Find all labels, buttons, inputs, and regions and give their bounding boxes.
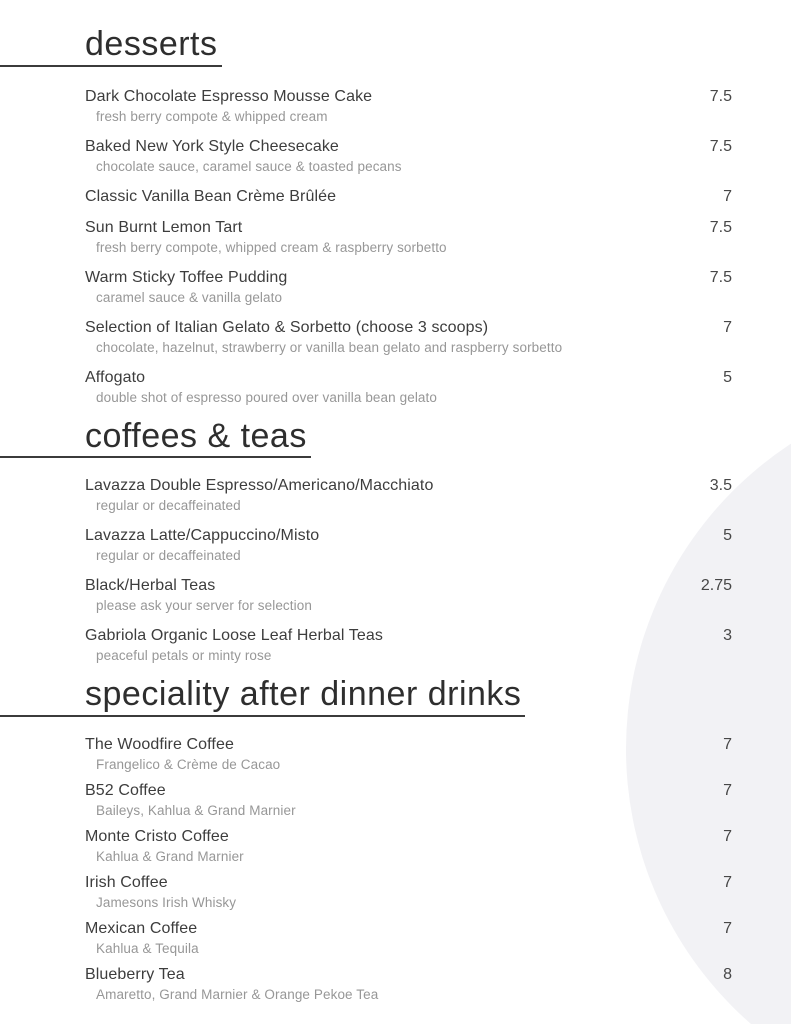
section-title: desserts bbox=[0, 26, 222, 67]
menu-item bbox=[0, 476, 791, 515]
item-description: chocolate, hazelnut, strawberry or vanilla bean gelato and raspberry sorbetto bbox=[96, 339, 563, 355]
menu-item-row bbox=[0, 368, 791, 388]
menu-item-row bbox=[0, 137, 791, 157]
menu-item-row bbox=[0, 268, 791, 288]
item-name: Mexican Coffee bbox=[85, 920, 198, 938]
menu-item bbox=[0, 919, 791, 958]
item-name: Lavazza Double Espresso/Americano/Macchiato bbox=[85, 477, 434, 495]
item-name: Classic Vanilla Bean Crème Brûlée bbox=[85, 187, 337, 205]
menu-section bbox=[0, 26, 791, 407]
item-price: 7 bbox=[723, 782, 732, 800]
menu-item-row bbox=[0, 781, 791, 801]
item-name: Selection of Italian Gelato & Sorbetto (choose 3 scoops) bbox=[85, 318, 489, 336]
menu-item-row bbox=[0, 873, 791, 893]
menu-item-row bbox=[0, 218, 791, 238]
menu-item bbox=[0, 137, 791, 176]
menu-item-row bbox=[0, 827, 791, 847]
menu-item bbox=[0, 368, 791, 407]
menu-item bbox=[0, 576, 791, 615]
item-price: 8 bbox=[723, 966, 732, 984]
item-name: The Woodfire Coffee bbox=[85, 736, 234, 754]
menu-item-row bbox=[0, 919, 791, 939]
menu-item bbox=[0, 965, 791, 1004]
item-name: Baked New York Style Cheesecake bbox=[85, 137, 339, 155]
item-price: 3.5 bbox=[709, 477, 732, 495]
item-price: 7 bbox=[723, 828, 732, 846]
item-name: Gabriola Organic Loose Leaf Herbal Teas bbox=[85, 627, 384, 645]
menu-section bbox=[0, 418, 791, 666]
item-price: 7.5 bbox=[709, 268, 732, 286]
item-description: Baileys, Kahlua & Grand Marnier bbox=[96, 803, 296, 819]
item-name: Blueberry Tea bbox=[85, 966, 185, 984]
item-description: caramel sauce & vanilla gelato bbox=[96, 289, 283, 305]
menu-sections bbox=[0, 26, 791, 1004]
menu-item-row bbox=[0, 87, 791, 107]
menu-section bbox=[0, 676, 791, 1004]
item-name: Lavazza Latte/Cappuccino/Misto bbox=[85, 527, 320, 545]
menu-item bbox=[0, 781, 791, 820]
menu-item-row bbox=[0, 626, 791, 646]
item-name: Warm Sticky Toffee Pudding bbox=[85, 268, 288, 286]
item-price: 7 bbox=[723, 318, 732, 336]
item-price: 7.5 bbox=[709, 218, 732, 236]
item-price: 7.5 bbox=[709, 87, 732, 105]
item-price: 7 bbox=[723, 874, 732, 892]
menu-item bbox=[0, 626, 791, 665]
item-description: regular or decaffeinated bbox=[96, 548, 241, 564]
menu-item-row bbox=[0, 476, 791, 496]
item-name: Irish Coffee bbox=[85, 874, 168, 892]
item-price: 7 bbox=[723, 736, 732, 754]
menu-item-row bbox=[0, 318, 791, 338]
item-name: Affogato bbox=[85, 368, 146, 386]
item-price: 7 bbox=[723, 920, 732, 938]
item-name: Monte Cristo Coffee bbox=[85, 828, 229, 846]
menu-item bbox=[0, 87, 791, 126]
item-price: 5 bbox=[723, 368, 732, 386]
item-description: double shot of espresso poured over vanilla bean gelato bbox=[96, 389, 437, 405]
item-description: please ask your server for selection bbox=[96, 598, 312, 614]
item-description: Frangelico & Crème de Cacao bbox=[96, 757, 281, 773]
section-items bbox=[0, 87, 791, 407]
item-description: Amaretto, Grand Marnier & Orange Pekoe Tea bbox=[96, 987, 379, 1003]
section-items bbox=[0, 476, 791, 665]
item-description: fresh berry compote & whipped cream bbox=[96, 108, 328, 124]
menu-item bbox=[0, 526, 791, 565]
item-name: Black/Herbal Teas bbox=[85, 577, 216, 595]
menu-item-row bbox=[0, 965, 791, 985]
item-price: 2.75 bbox=[700, 577, 732, 595]
menu-item-row bbox=[0, 576, 791, 596]
menu-item-row bbox=[0, 526, 791, 546]
section-items bbox=[0, 735, 791, 1004]
menu-item bbox=[0, 187, 791, 207]
item-description: peaceful petals or minty rose bbox=[96, 648, 272, 664]
item-description: Kahlua & Tequila bbox=[96, 941, 199, 957]
item-price: 5 bbox=[723, 527, 732, 545]
item-name: Sun Burnt Lemon Tart bbox=[85, 218, 243, 236]
item-price: 7.5 bbox=[709, 137, 732, 155]
item-name: Dark Chocolate Espresso Mousse Cake bbox=[85, 87, 373, 105]
item-description: fresh berry compote, whipped cream & raspberry sorbetto bbox=[96, 239, 447, 255]
section-title: coffees & teas bbox=[0, 418, 311, 459]
item-description: Kahlua & Grand Marnier bbox=[96, 849, 244, 865]
item-price: 3 bbox=[723, 627, 732, 645]
menu-item-row bbox=[0, 735, 791, 755]
section-title: speciality after dinner drinks bbox=[0, 676, 525, 717]
menu-item bbox=[0, 735, 791, 774]
menu-item bbox=[0, 318, 791, 357]
item-description: regular or decaffeinated bbox=[96, 498, 241, 514]
menu-item bbox=[0, 827, 791, 866]
item-description: Jamesons Irish Whisky bbox=[96, 895, 237, 911]
item-description: chocolate sauce, caramel sauce & toasted pecans bbox=[96, 158, 402, 174]
item-name: B52 Coffee bbox=[85, 782, 166, 800]
menu-item bbox=[0, 218, 791, 257]
item-price: 7 bbox=[723, 187, 732, 205]
menu-item bbox=[0, 873, 791, 912]
menu-item-row bbox=[0, 187, 791, 207]
menu-item bbox=[0, 268, 791, 307]
